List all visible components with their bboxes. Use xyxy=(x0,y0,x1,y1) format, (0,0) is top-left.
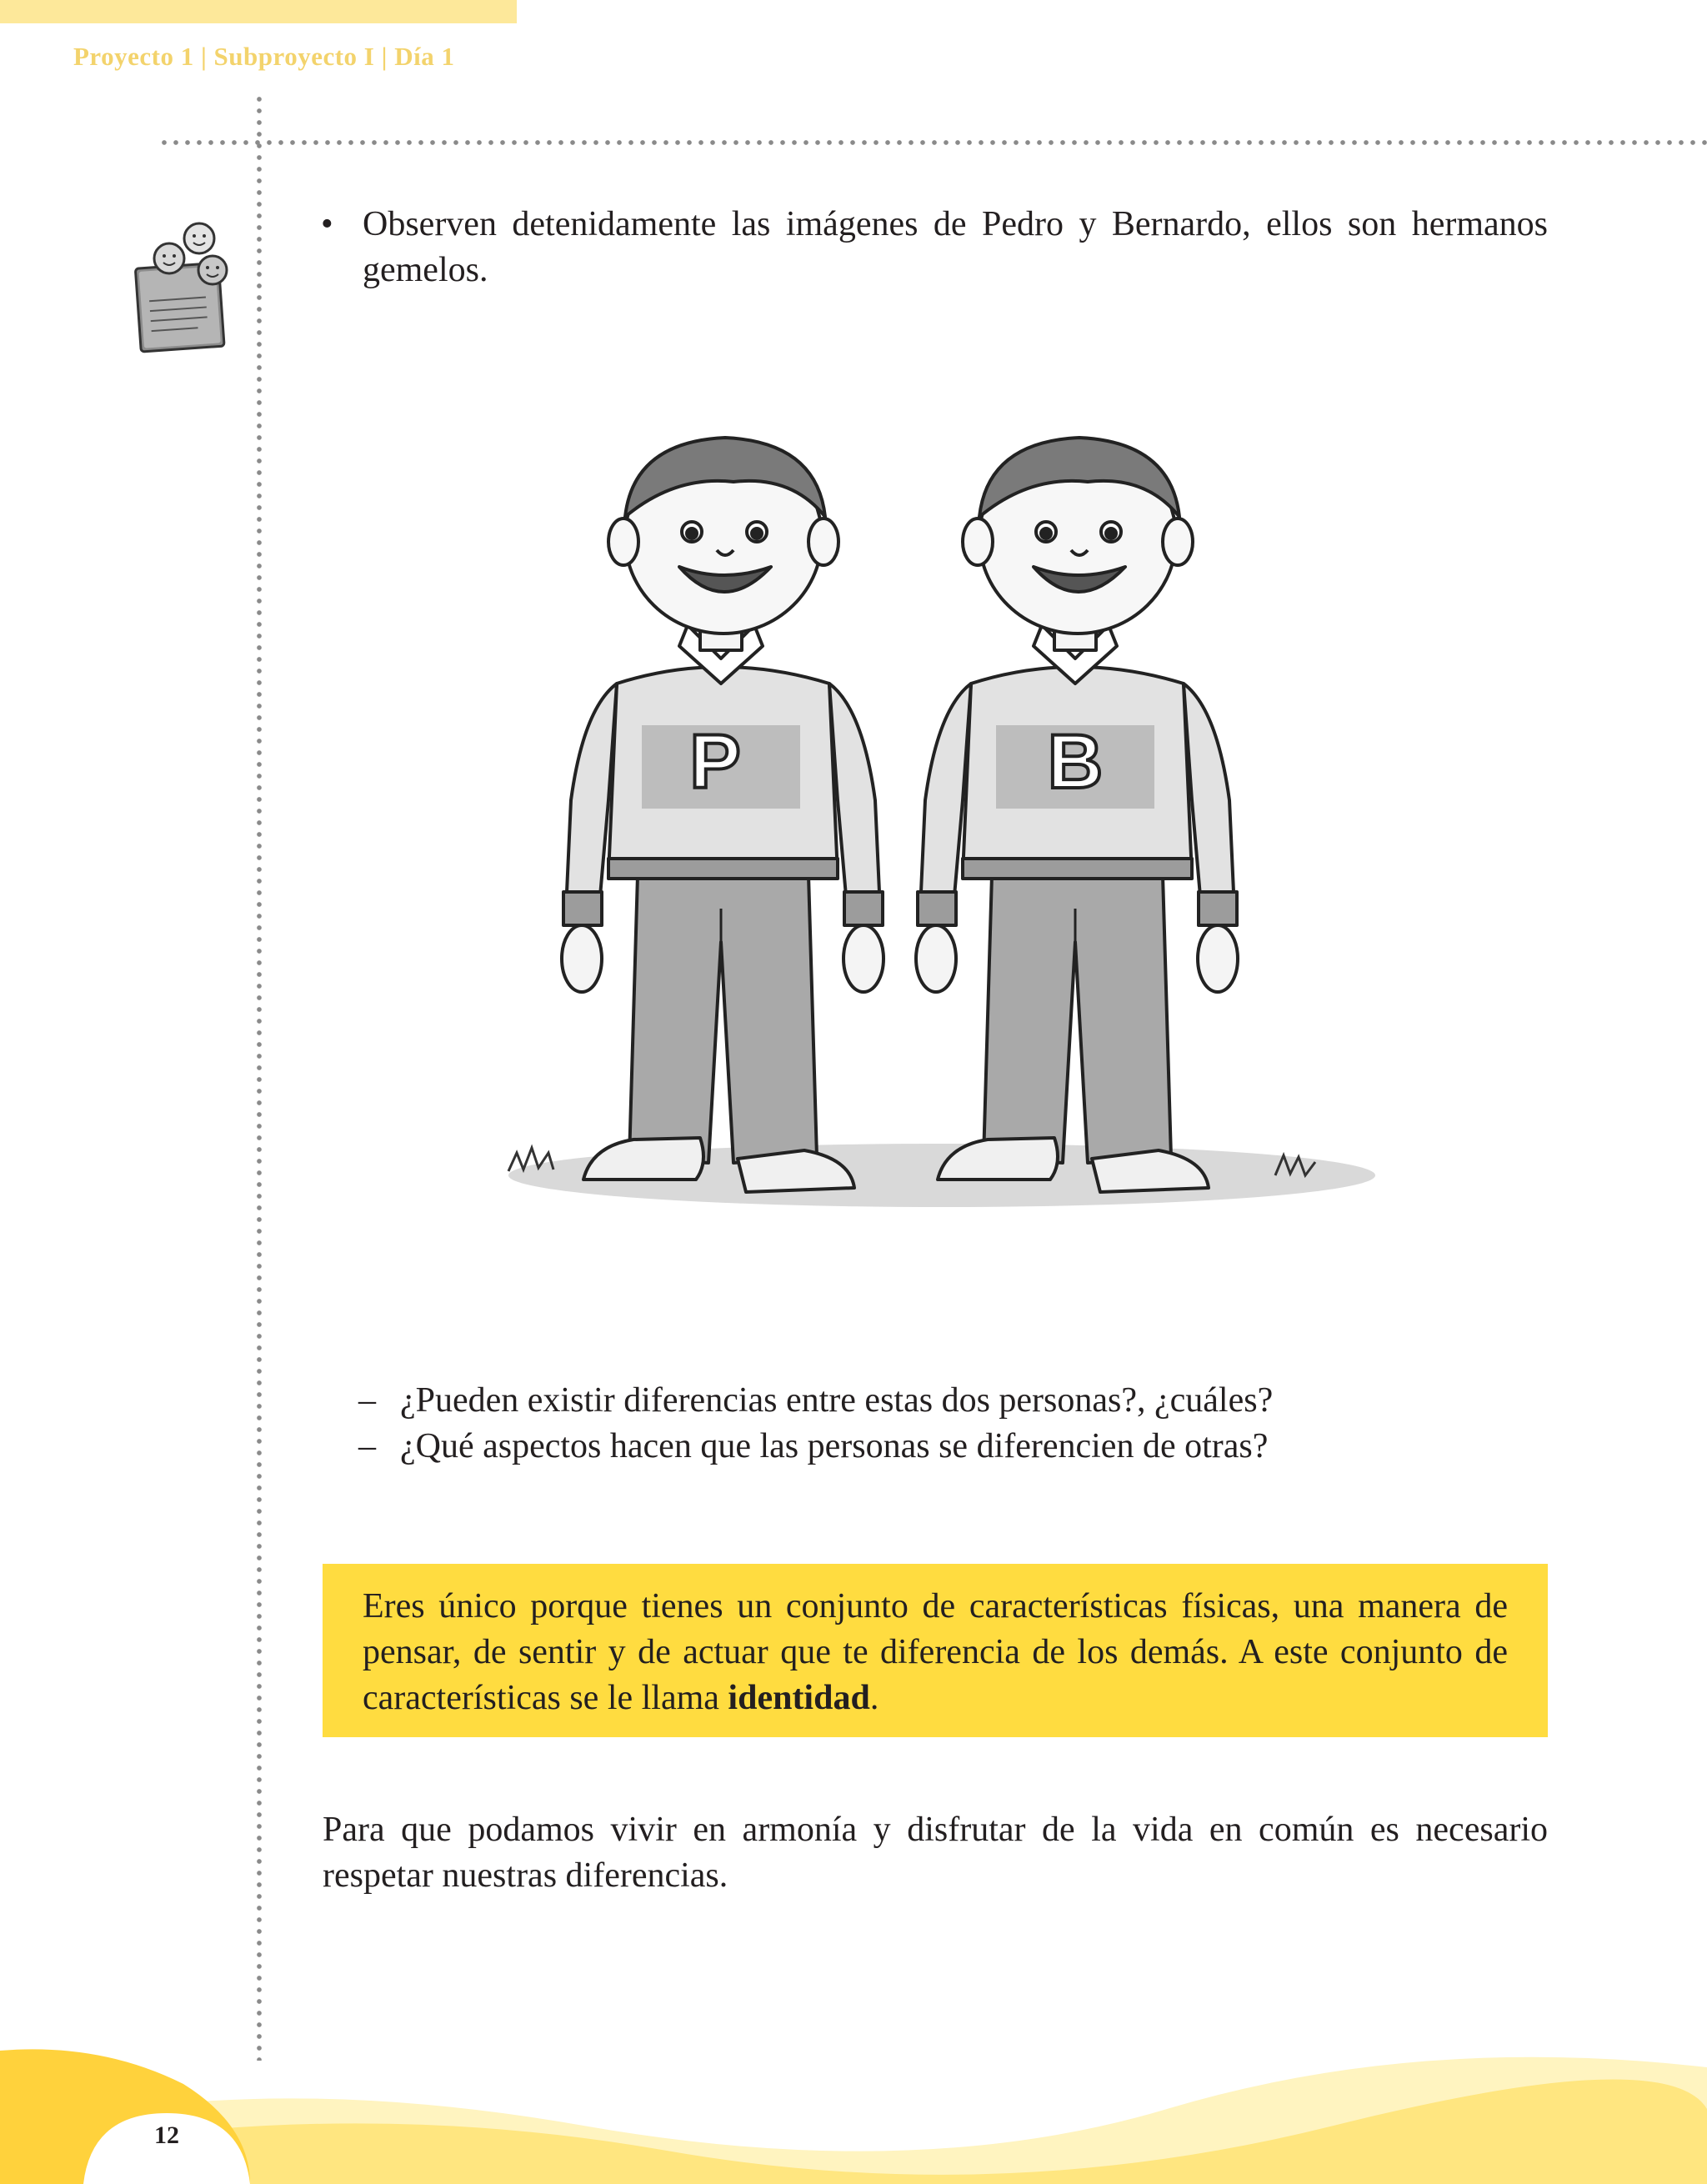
bullet-marker: • xyxy=(321,205,333,243)
instruction-text: Observen detenidamente las imágenes de Pedro y Bernardo, ellos son hermanos gemelos. xyxy=(363,205,1548,289)
pedro-sweater-letter: P xyxy=(689,719,741,804)
footer-waves xyxy=(0,2034,1707,2184)
header-tab xyxy=(0,0,517,23)
callout-keyword: identidad xyxy=(728,1679,870,1717)
bernardo-figure xyxy=(916,438,1238,1192)
dash-marker: – xyxy=(358,1427,376,1465)
dash-marker: – xyxy=(358,1381,376,1420)
reflection-questions xyxy=(358,1378,1542,1470)
question-text: ¿Qué aspectos hacen que las personas se diferencien de otras? xyxy=(400,1427,1269,1465)
running-head: Proyecto 1 | Subproyecto I | Día 1 xyxy=(73,42,455,71)
dotted-divider-horizontal xyxy=(158,140,1707,145)
question-item xyxy=(358,1378,1542,1424)
callout-text: Eres único porque tienes un conjunto de características físicas, una manera de pensar, de sentir y de actuar que te diferencia de los demás. A este conjunto de características se le llama xyxy=(363,1587,1508,1717)
bernardo-sweater-letter: B xyxy=(1047,719,1104,804)
page-number: 12 xyxy=(154,2121,179,2149)
identity-callout-box xyxy=(323,1564,1548,1737)
callout-end: . xyxy=(869,1679,879,1717)
closing-paragraph: Para que podamos vivir en armonía y disfrutar de la vida en común es necesario respetar nuestras diferencias. xyxy=(323,1811,1548,1895)
twins-illustration xyxy=(492,408,1392,1242)
question-text: ¿Pueden existir diferencias entre estas dos personas?, ¿cuáles? xyxy=(400,1381,1274,1420)
activity-instruction xyxy=(321,202,1548,293)
group-work-icon xyxy=(129,207,246,357)
question-item xyxy=(358,1424,1542,1470)
pedro-figure xyxy=(562,438,884,1192)
dotted-divider-vertical xyxy=(257,93,262,2061)
